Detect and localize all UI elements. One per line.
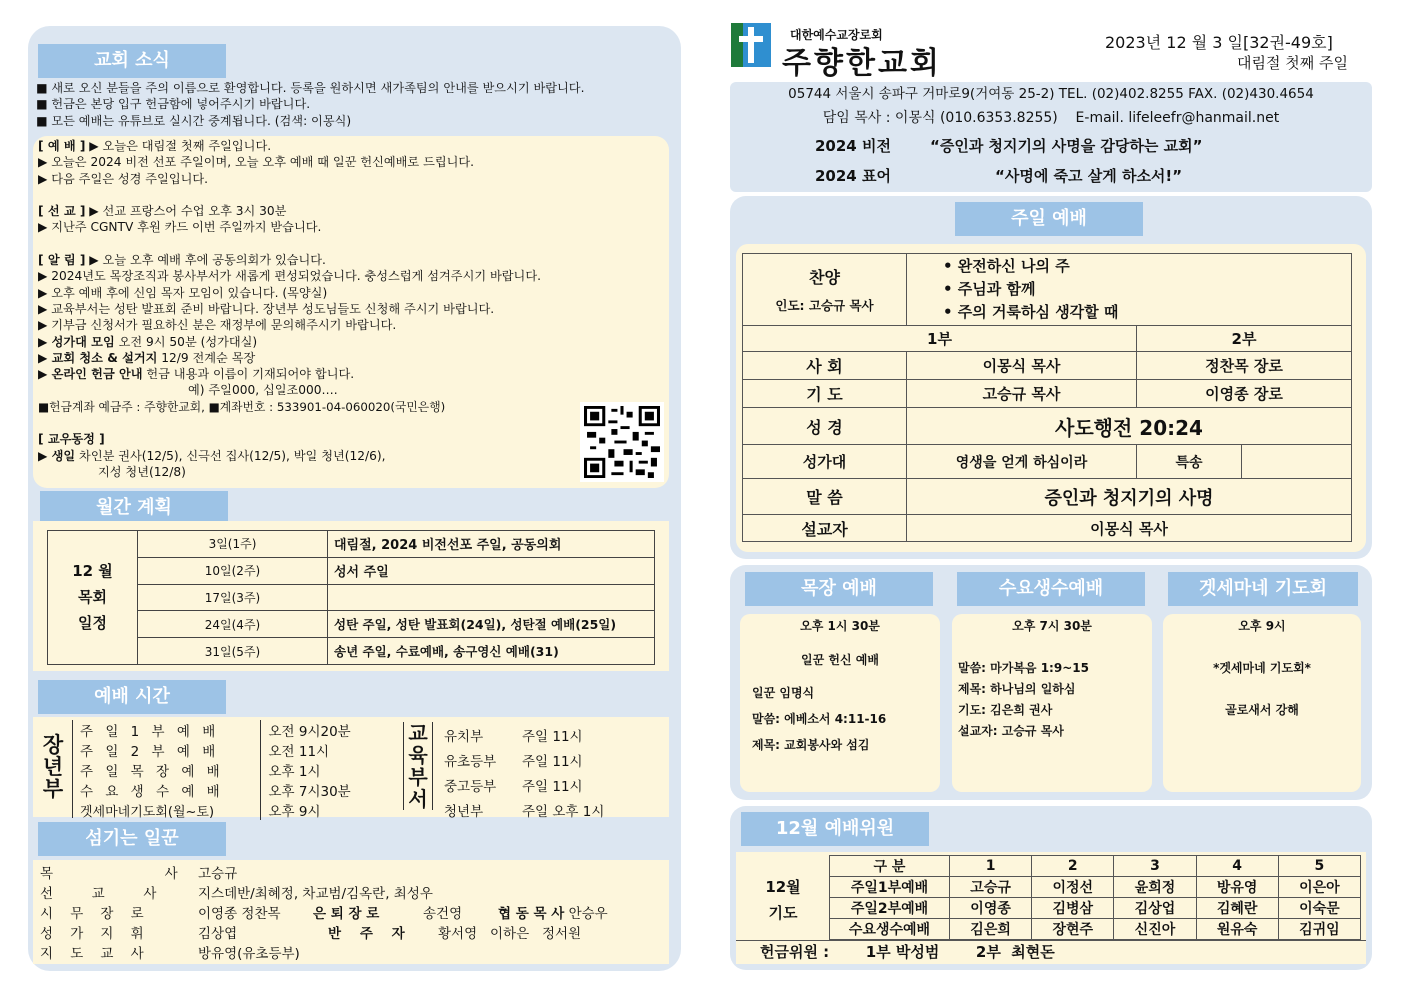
notice-line: ▶ 기부금 신청서가 필요하신 분은 재정부에 문의해주시기 바랍니다. — [38, 318, 397, 333]
preacher-name: 이몽식 목사 — [907, 515, 1352, 542]
mission-line: ▶ 지난주 CGNTV 후원 카드 이번 주일까지 받습니다. — [38, 220, 322, 235]
birthday-line: 지성 청년(12/8) — [98, 464, 186, 479]
edu-label: 교 육 부 서 — [403, 722, 433, 810]
month-label: 12 월 목회 일정 — [48, 531, 138, 665]
mission-head: [ 선 교 ] — [38, 204, 86, 219]
servant-value: 안승우 — [568, 906, 608, 922]
service-name: 주 일 목 장 예 배 — [74, 760, 260, 780]
hymn-label: 찬양 — [809, 268, 840, 287]
choir-text: 오전 9시 50분 (성가대실) — [118, 334, 258, 349]
special-label: 특송 — [1137, 445, 1242, 479]
qr-code[interactable] — [580, 402, 664, 482]
online-text: 헌금 내용과 이름이 기재되어야 합니다. — [146, 367, 355, 382]
worship-line: ▶ 오늘은 대림절 첫째 주일입니다. — [89, 139, 272, 153]
servant-label: 시 무 장 로 — [40, 906, 144, 922]
notice-line: ▶ 교육부서는 성탄 발표회 준비 바랍니다. 장년부 성도님들도 신청해 주시기 바랍니다. — [38, 301, 495, 316]
news-intro — [36, 80, 584, 129]
roster-cell: 김상업 — [1114, 898, 1196, 919]
special-song — [1242, 445, 1352, 479]
wed-line: 말씀: 마가복음 1:9~15 — [958, 661, 1089, 675]
service-time: 오후 7시30분 — [268, 784, 351, 800]
cross-logo-icon — [731, 23, 771, 67]
service-name: 겟세마네기도회(월~토) — [74, 800, 260, 820]
wed-line: 기도: 김은희 권사 — [958, 703, 1053, 717]
prayer-2: 이영종 장로 — [1137, 380, 1352, 408]
cell-line: 말씀: 에베소서 4:11-16 — [752, 712, 887, 726]
worship-line: ▶ 오늘은 2024 비전 선포 주일이며, 오늘 오후 예배 때 일꾼 헌신예배로 드립니다. — [38, 155, 475, 170]
pastor-contact: 담임 목사 : 이몽식 (010.6353.8255) E-mail. lifeleefr@hanmail.net — [822, 110, 1280, 126]
choir-label: 성가대 — [743, 445, 907, 479]
news-intro-line: ■ 헌금은 본당 입구 헌금함에 넣어주시기 바랍니다. — [36, 97, 311, 112]
edu-times-table — [444, 722, 604, 822]
sunday-title: 주일 예배 — [955, 202, 1143, 236]
notice-line: ▶ 오늘 오후 예배 후에 공동의회가 있습니다. — [89, 253, 326, 268]
bulletin-date: 2023년 12 월 3 일[32권-49호] — [1105, 33, 1333, 52]
hymn-cell — [743, 254, 907, 326]
roster-table — [829, 855, 1361, 940]
wed-line: 설교자: 고승규 목사 — [958, 724, 1064, 738]
cell-title: 목장 예배 — [745, 572, 933, 606]
birthday-line: 차인분 권사(12/5), 신극선 집사(12/5), 박일 청년(12/6), — [79, 448, 386, 463]
wed-line: 제목: 하나님의 일하심 — [958, 682, 1076, 696]
prayer-1: 고승규 목사 — [907, 380, 1137, 408]
roster-cell: 장현주 — [1032, 919, 1114, 940]
dept-name: 유초등부 — [444, 753, 497, 770]
cell-line: 제목: 교회봉사와 섬김 — [752, 738, 870, 752]
servant-value: 이영종 정찬목 — [198, 906, 281, 922]
roster-cell: 신진아 — [1114, 919, 1196, 940]
servant-value: 황서영 이하은 정서원 — [438, 926, 582, 942]
roster-cell: 방유영 — [1196, 877, 1278, 898]
month-date: 3일(1주) — [138, 531, 328, 558]
part1-label: 1부 — [743, 326, 1137, 352]
roster-cell: 이은아 — [1278, 877, 1360, 898]
service-name: 주 일 1 부 예 배 — [74, 720, 260, 740]
dept-name: 청년부 — [444, 803, 484, 820]
month-date: 17일(3주) — [138, 584, 328, 611]
roster-cell: 김귀임 — [1278, 919, 1360, 940]
worship-head: [ 예 배 ] — [38, 139, 86, 153]
servant-label: 은 퇴 장 로 — [313, 906, 380, 922]
service-time: 오후 1시 — [268, 764, 321, 780]
service-time: 오후 9시 — [268, 804, 321, 820]
qr-code-icon — [584, 406, 660, 478]
clean-text: 12/9 전계순 목장 — [161, 350, 256, 365]
prayer-label: 기 도 — [743, 380, 907, 408]
sermon-label: 말 씀 — [743, 479, 907, 515]
church-logo — [731, 23, 771, 67]
church-name: 주향한교회 — [782, 46, 942, 81]
fellowship-head: [ 교우동정 ] — [38, 432, 105, 447]
roster-cell: 김은희 — [950, 919, 1032, 940]
roster-service: 주일2부예배 — [830, 898, 950, 919]
roster-head: 3 — [1114, 856, 1196, 877]
geth-title: 겟세마네 기도회 — [1168, 572, 1358, 606]
adult-label: 장 년 부 — [42, 733, 64, 801]
roster-cell: 이정선 — [1032, 877, 1114, 898]
news-content — [38, 138, 658, 480]
host-1: 이몽식 목사 — [907, 352, 1137, 380]
church-address: 05744 서울시 송파구 거마로9(거여동 25-2) TEL. (02)402.8255 FAX. (02)430.4654 — [788, 86, 1314, 102]
vision-text: “증인과 청지기의 사명을 감당하는 교회” — [930, 137, 1203, 155]
servant-label: 반 주 자 — [328, 926, 405, 942]
wed-title: 수요생수예배 — [957, 572, 1145, 606]
sunday-table — [742, 253, 1352, 542]
preacher-label: 설교자 — [743, 515, 907, 542]
monthly-table — [47, 530, 655, 665]
servant-label: 지 도 교 사 — [40, 946, 144, 962]
roster-cell: 이영종 — [950, 898, 1032, 919]
choir-1: 영생을 얻게 하심이라 — [907, 445, 1137, 479]
servant-value: 김상엽 — [198, 926, 238, 942]
month-event — [328, 584, 655, 611]
dept-time: 주일 오후 1시 — [522, 803, 605, 820]
servants-list — [40, 864, 608, 964]
service-name: 주 일 2 부 예 배 — [74, 740, 260, 760]
notice-line: ▶ 오후 예배 후에 신임 목자 모임이 있습니다. (목양실) — [38, 285, 328, 300]
host-2: 정찬목 장로 — [1137, 352, 1352, 380]
month-date: 24일(4주) — [138, 611, 328, 638]
servant-value: 방유영(유초등부) — [198, 946, 300, 962]
host-label: 사 회 — [743, 352, 907, 380]
hymn-song: • 완전하신 나의 주 — [943, 257, 1070, 275]
part2-label: 2부 — [1137, 326, 1352, 352]
geth-line: 골로새서 강해 — [1225, 703, 1299, 717]
worship-line: ▶ 다음 주일은 성경 주일입니다. — [38, 171, 209, 186]
notice-line: ▶ 2024년도 목장조직과 봉사부서가 새롭게 편성되었습니다. 충성스럽게 섬겨주시기 바랍니다. — [38, 269, 541, 284]
times-title: 예배 시간 — [38, 680, 226, 714]
dept-name: 중고등부 — [444, 778, 497, 795]
roster-cell: 원유숙 — [1196, 919, 1278, 940]
servant-label: 목 사 — [40, 866, 178, 882]
vision-label: 2024 비전 — [815, 137, 891, 155]
service-time: 오전 9시20분 — [268, 724, 351, 740]
birthday-head: ▶ 생일 — [38, 448, 76, 463]
scripture-text: 사도행전 20:24 — [907, 408, 1352, 445]
bulletin-season: 대림절 첫째 주일 — [1237, 54, 1348, 72]
dept-time: 주일 11시 — [522, 753, 583, 770]
servant-value: 지스데반/최혜정, 차교범/김옥란, 최성우 — [198, 886, 433, 902]
roster-service: 주일1부예배 — [830, 877, 950, 898]
hymn-song: • 주의 거룩하심 생각할 때 — [943, 303, 1119, 321]
adult-divider — [72, 720, 73, 818]
month-event: 송년 주일, 수료예배, 송구영신 예배(31) — [328, 638, 655, 665]
news-intro-line: ■ 새로 오신 분들을 주의 이름으로 환영합니다. 등록을 원하시면 새가족팀의 안내를 받으시기 바랍니다. — [36, 81, 585, 95]
wed-time: 오후 7시 30분 — [1012, 619, 1092, 633]
scripture-label: 성 경 — [743, 408, 907, 445]
servants-title: 섬기는 일꾼 — [38, 822, 226, 856]
geth-time: 오후 9시 — [1238, 619, 1286, 633]
online-head: ▶ 온라인 헌금 안내 — [38, 367, 143, 382]
hymn-list — [907, 254, 1352, 326]
geth-line: *겟세마네 기도회* — [1213, 661, 1311, 675]
cell-time: 오후 1시 30분 — [800, 619, 880, 633]
offering-committee: 헌금위원 : 1부 박성범 2부 최현돈 — [760, 943, 1055, 961]
hymn-leader: 인도: 고승규 목사 — [775, 298, 874, 313]
dept-time: 주일 11시 — [522, 778, 583, 795]
roster-cell: 김혜란 — [1196, 898, 1278, 919]
servant-value: 고승규 — [198, 866, 238, 882]
motto-label: 2024 표어 — [815, 167, 891, 185]
service-name: 수 요 생 수 예 배 — [74, 780, 260, 800]
roster-cell: 고승규 — [950, 877, 1032, 898]
sermon-title: 증인과 청지기의 사명 — [907, 479, 1352, 515]
servant-label: 성 가 지 휘 — [40, 926, 144, 942]
servant-label: 협 동 목 사 — [498, 906, 565, 922]
cell-line: 일꾼 임명식 — [752, 686, 815, 700]
dept-name: 유치부 — [444, 728, 484, 745]
service-time: 오전 11시 — [268, 744, 330, 760]
servant-value: 송건영 — [423, 906, 463, 922]
online-example: 예) 주일000, 십일조000…. — [188, 383, 338, 398]
clean-head: ▶ 교회 청소 & 설거지 — [38, 350, 158, 365]
servant-label: 선 교 사 — [40, 886, 157, 902]
mission-line: ▶ 선교 프랑스어 수업 오후 3시 30분 — [89, 204, 287, 219]
roster-title: 12월 예배위원 — [741, 812, 929, 846]
roster-head: 1 — [950, 856, 1032, 877]
month-event: 성탄 주일, 성탄 발표회(24일), 성탄절 예배(25일) — [328, 611, 655, 638]
roster-head: 5 — [1278, 856, 1360, 877]
roster-cell: 김병삼 — [1032, 898, 1114, 919]
choir-head: ▶ 성가대 모임 — [38, 334, 115, 349]
month-date: 10일(2주) — [138, 557, 328, 584]
monthly-title: 월간 계획 — [40, 491, 228, 525]
news-title: 교회 소식 — [38, 44, 226, 78]
roster-head: 구 분 — [830, 856, 950, 877]
roster-cell: 이숙문 — [1278, 898, 1360, 919]
dept-time: 주일 11시 — [522, 728, 583, 745]
roster-cell: 윤희정 — [1114, 877, 1196, 898]
month-date: 31일(5주) — [138, 638, 328, 665]
cell-line: 일꾼 헌신 예배 — [801, 653, 879, 667]
motto-text: “사명에 죽고 살게 하소서!” — [995, 167, 1183, 185]
adult-times-table — [74, 720, 395, 820]
month-event: 성서 주일 — [328, 557, 655, 584]
account-info: ■헌금계좌 예금주 : 주향한교회, ■계좌번호 : 533901-04-060020(국민은행) — [38, 399, 446, 414]
notice-head: [ 알 림 ] — [38, 253, 86, 268]
denomination: 대한예수교장로회 — [790, 28, 883, 42]
month-event: 대림절, 2024 비전선포 주일, 공동의회 — [328, 531, 655, 558]
roster-head: 2 — [1032, 856, 1114, 877]
roster-head: 4 — [1196, 856, 1278, 877]
hymn-song: • 주님과 함께 — [943, 280, 1036, 298]
roster-service: 수요생수예배 — [830, 919, 950, 940]
roster-month: 12월 기도 — [765, 878, 801, 922]
news-intro-line: ■ 모든 예배는 유튜브로 실시간 중계됩니다. (검색: 이몽식) — [36, 113, 352, 128]
